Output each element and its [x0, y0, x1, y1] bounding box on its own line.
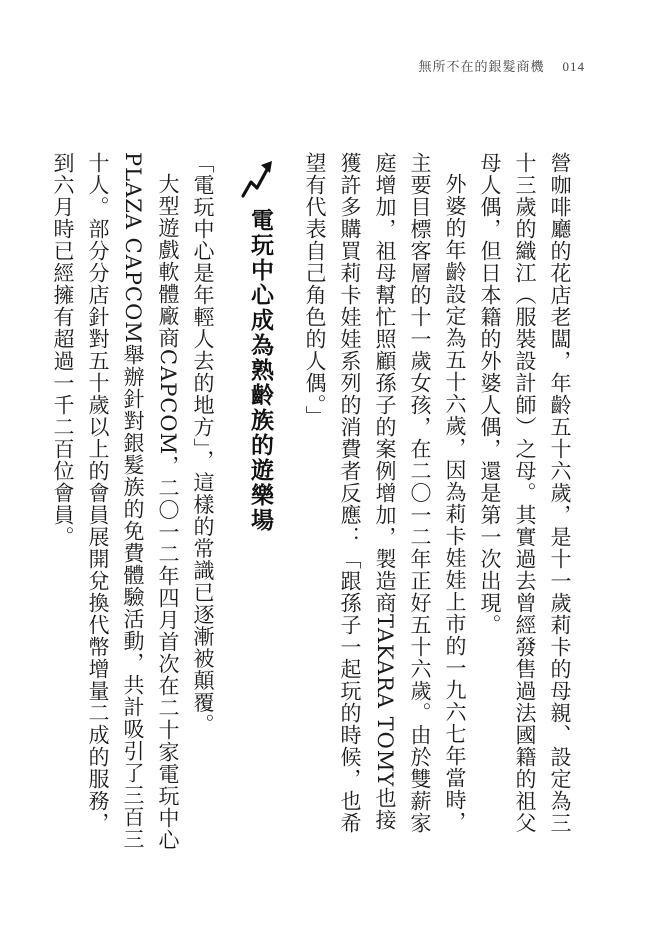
page-number: 014 [562, 59, 585, 74]
book-title: 無所不在的銀髮商機 [418, 60, 545, 75]
section-heading-block [242, 152, 277, 852]
running-head [418, 56, 585, 75]
rising-arrow-icon [239, 152, 279, 204]
paragraph-2: 外婆的年齡設定為五十六歲，因為莉卡娃娃上市的一九六七年當時，主要目標客層的十一歲女孩，在二〇一二年正好五十六歲。由於雙薪家庭增加，祖母幫忙照顧孫子的案例增加，製造商TAKARA TOMY也接獲許多購買莉卡娃娃系列的消費者反應：「跟孫子一起玩的時候，也希望有代表自己角色的人偶。」 [303, 152, 467, 834]
section-paragraph-1: 「電玩中心是年輕人去的地方」，這樣的常識已逐漸被顛覆。 [191, 152, 215, 736]
paragraph-1: 營咖啡廳的花店老闆，年齡五十六歲，是十一歲莉卡的母親、設定為三十三歲的織江（服裝設計師）之母。其實過去曾經發售過法國籍的祖父母人偶，但日本籍的外婆人偶，還是第一次出現。 [478, 152, 572, 834]
section-heading: 電玩中心成為熟齡族的遊樂場 [247, 208, 273, 533]
body-text [51, 152, 577, 852]
section-paragraph-2: 大型遊戲軟體廠商CAPCOM，二〇一二年四月首次在二十家電玩中心PLAZA CAPCOM舉辦針對銀髮族的免費體驗活動，共計吸引了三百三十人。部分分店針對五十歲以上的會員展開兌換代幣增量二成的服務，到六月時已經擁有超過一千二百位會員。 [51, 152, 180, 852]
